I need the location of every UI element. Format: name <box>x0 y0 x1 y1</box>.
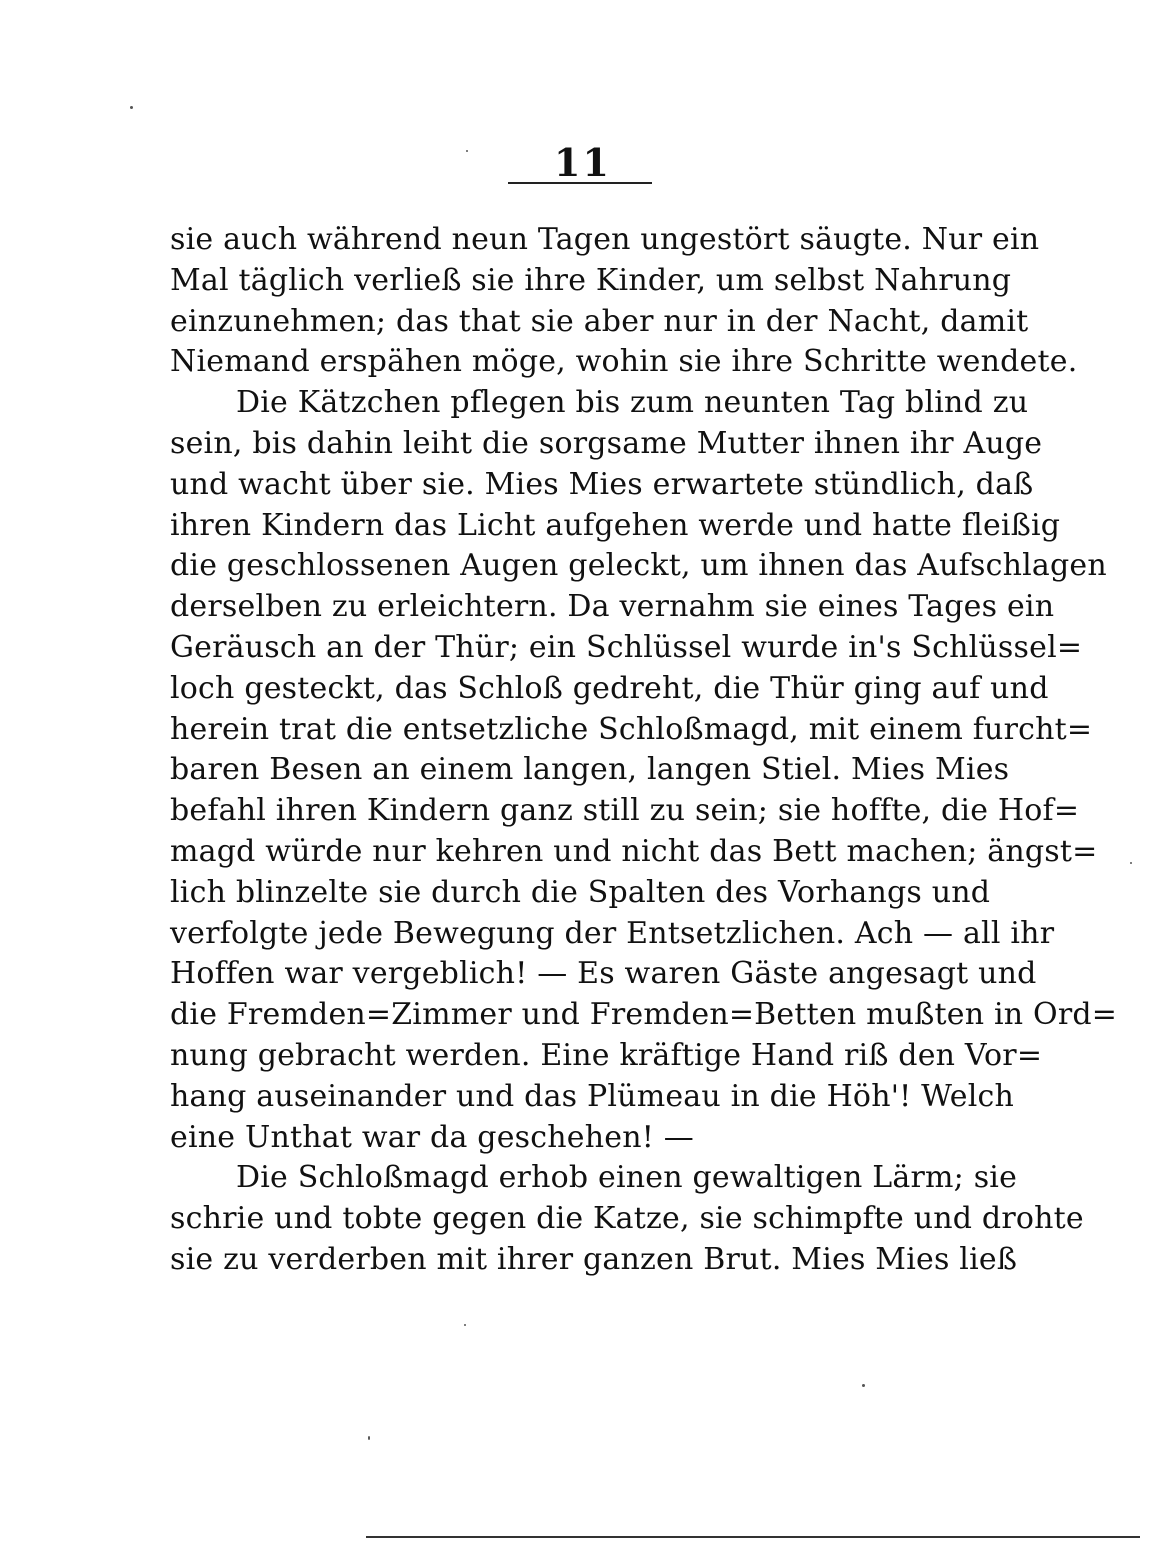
text-line: eine Unthat war da geschehen! — <box>170 1119 694 1155</box>
text-line: Geräusch an der Thür; ein Schlüssel wurde in's Schlüssel= <box>170 629 1083 665</box>
text-line: sie zu verderben mit ihrer ganzen Brut. Mies Mies ließ <box>170 1241 1018 1277</box>
text-line: Die Kätzchen pflegen bis zum neunten Tag blind zu <box>236 385 1029 421</box>
text-line: Niemand erspähen möge, wohin sie ihre Schritte wendete. <box>170 344 1078 380</box>
scan-speck <box>464 1324 466 1326</box>
scan-speck <box>1130 862 1132 864</box>
page-number: 11 <box>554 140 611 185</box>
text-line: verfolgte jede Bewegung der Entsetzlichen. Ach — all ihr <box>170 915 1055 951</box>
header-rule <box>508 182 652 184</box>
text-line: die Fremden=Zimmer und Fremden=Betten mußten in Ord= <box>170 997 1118 1033</box>
scan-speck <box>368 1436 370 1440</box>
text-line: herein trat die entsetzliche Schloßmagd, mit einem furcht= <box>170 711 1093 747</box>
scan-speck <box>130 106 133 109</box>
text-line: baren Besen an einem langen, langen Stiel. Mies Mies <box>170 752 1010 788</box>
text-line: einzunehmen; das that sie aber nur in der Nacht, damit <box>170 303 1029 339</box>
text-line: hang auseinander und das Plümeau in die Höh'! Welch <box>170 1078 1015 1114</box>
text-line: loch gesteckt, das Schloß gedreht, die Thür ging auf und <box>170 670 1049 706</box>
text-line: magd würde nur kehren und nicht das Bett machen; ängst= <box>170 833 1098 869</box>
text-line: schrie und tobte gegen die Katze, sie schimpfte und drohte <box>170 1201 1084 1237</box>
text-line: sein, bis dahin leiht die sorgsame Mutter ihnen ihr Auge <box>170 425 1043 461</box>
text-line: ihren Kindern das Licht aufgehen werde und hatte fleißig <box>170 507 1061 543</box>
text-line: Die Schloßmagd erhob einen gewaltigen Lärm; sie <box>236 1160 1018 1196</box>
text-line: befahl ihren Kindern ganz still zu sein; sie hoffte, die Hof= <box>170 793 1080 829</box>
scan-speck <box>862 1384 865 1387</box>
text-line: und wacht über sie. Mies Mies erwartete stündlich, daß <box>170 466 1034 502</box>
bottom-rule <box>366 1536 1140 1538</box>
text-line: die geschlossenen Augen geleckt, um ihnen das Aufschlagen <box>170 548 1107 584</box>
scan-speck <box>466 150 468 152</box>
body-text <box>170 220 1118 1281</box>
text-line: Hoffen war vergeblich! — Es waren Gäste angesagt und <box>170 956 1037 992</box>
text-line: lich blinzelte sie durch die Spalten des Vorhangs und <box>170 874 991 910</box>
text-line: Mal täglich verließ sie ihre Kinder, um selbst Nahrung <box>170 262 1012 298</box>
text-line: sie auch während neun Tagen ungestört säugte. Nur ein <box>170 222 1040 257</box>
text-line: derselben zu erleichtern. Da vernahm sie eines Tages ein <box>170 589 1055 625</box>
text-line: nung gebracht werden. Eine kräftige Hand riß den Vor= <box>170 1037 1043 1073</box>
